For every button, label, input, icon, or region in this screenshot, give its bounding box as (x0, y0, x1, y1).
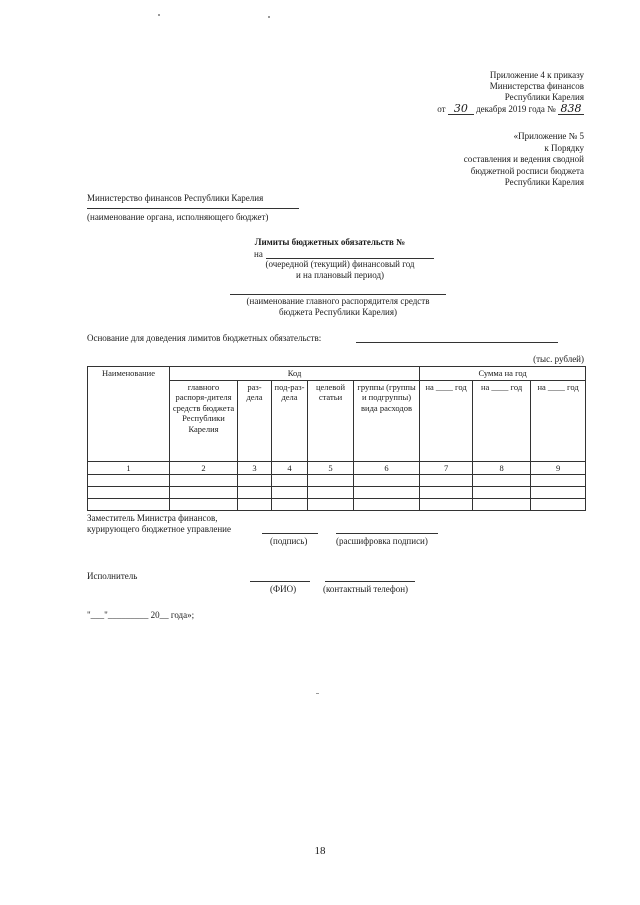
column-number: 5 (308, 461, 354, 475)
deputy-title-line: курирующего бюджетное управление (87, 524, 231, 534)
column-number: 2 (170, 461, 238, 475)
table-cell[interactable] (88, 475, 170, 487)
distributor-caption-line: бюджета Республики Карелия) (278, 307, 398, 317)
column-number: 8 (473, 461, 531, 475)
table-cell[interactable] (170, 475, 238, 487)
year-caption-line: и на плановый период) (295, 270, 385, 280)
signature-decode-line (336, 533, 438, 534)
code-column-header: группы (группы и подгруппы) вида расходов (354, 380, 420, 461)
order-ref-from: от (437, 104, 446, 114)
table-cell[interactable] (531, 499, 586, 511)
limits-table (87, 366, 586, 511)
basis-label: Основание для доведения лимитов бюджетных обязательств: (87, 333, 322, 343)
table-cell[interactable] (308, 499, 354, 511)
deputy-title-line: Заместитель Министра финансов, (87, 513, 218, 523)
column-number: 9 (531, 461, 586, 475)
signature-decode-caption: (расшифровка подписи) (336, 536, 428, 546)
order-ref-line: Республики Карелия (504, 92, 584, 102)
name-header: Наименование (88, 367, 170, 462)
table-cell[interactable] (420, 499, 473, 511)
order-ref-line: Министерства финансов (489, 81, 584, 91)
appendix-reference (464, 131, 584, 189)
signature-line (262, 533, 318, 534)
table-header-row (88, 367, 586, 381)
order-day-handwritten: 30 (448, 103, 474, 115)
document-title: Лимиты бюджетных обязательств № (254, 237, 406, 247)
title-na: на (254, 249, 263, 259)
order-ref-line: Приложение 4 к приказу (489, 70, 584, 80)
table-cell[interactable] (170, 487, 238, 499)
order-reference (437, 70, 584, 115)
table-cell[interactable] (88, 499, 170, 511)
deputy-title (87, 513, 231, 535)
appendix-ref-line: к Порядку (544, 142, 584, 153)
table-cell[interactable] (473, 499, 531, 511)
appendix-ref-line: «Приложение № 5 (513, 131, 584, 141)
code-column-header: раз-дела (238, 380, 272, 461)
table-row (88, 475, 586, 487)
org-name: Министерство финансов Республики Карелия (87, 193, 264, 203)
year-caption (220, 259, 460, 281)
sum-column-header: на ____ год (473, 380, 531, 461)
table-cell[interactable] (308, 475, 354, 487)
sum-column-header: на ____ год (531, 380, 586, 461)
page-number: 18 (314, 845, 326, 857)
column-number: 4 (272, 461, 308, 475)
table-cell[interactable] (354, 487, 420, 499)
table-cell[interactable] (354, 499, 420, 511)
fio-caption: (ФИО) (270, 584, 297, 594)
order-ref-date-line (437, 103, 584, 115)
table-cell[interactable] (473, 487, 531, 499)
executor-label: Исполнитель (87, 571, 138, 581)
appendix-ref-line: составления и ведения сводной (463, 154, 584, 164)
date-line: "___"_________ 20__ года»; (87, 610, 195, 620)
phone-line (325, 581, 415, 582)
order-ref-month-year: декабря 2019 года № (476, 104, 556, 114)
code-column-header: целевой статьи (308, 380, 354, 461)
table-row (88, 487, 586, 499)
table-cell[interactable] (420, 475, 473, 487)
table-cell[interactable] (308, 487, 354, 499)
distributor-caption (210, 296, 466, 318)
table-cell[interactable] (272, 487, 308, 499)
code-column-header: под-раз-дела (272, 380, 308, 461)
table-cell[interactable] (238, 475, 272, 487)
appendix-ref-line: Республики Карелия (504, 177, 584, 187)
table-cell[interactable] (531, 487, 586, 499)
column-number: 3 (238, 461, 272, 475)
column-number: 1 (88, 461, 170, 475)
scan-speck (268, 16, 270, 18)
table-row (88, 499, 586, 511)
scan-speck (158, 14, 160, 16)
units-label: (тыс. рублей) (533, 354, 584, 364)
table-cell[interactable] (272, 475, 308, 487)
distributor-underline (230, 294, 446, 295)
order-number-handwritten: 838 (558, 103, 584, 115)
phone-caption: (контактный телефон) (323, 584, 409, 594)
table-cell[interactable] (170, 499, 238, 511)
year-caption-line: (очередной (текущий) финансовый год (265, 259, 415, 269)
appendix-ref-line: бюджетной росписи бюджета (470, 165, 584, 176)
column-number: 6 (354, 461, 420, 475)
column-number-row (88, 461, 586, 475)
sum-header: Сумма на год (420, 367, 586, 381)
distributor-caption-line: (наименование главного распорядителя средств (246, 296, 430, 306)
signature-caption: (подпись) (270, 536, 308, 546)
table-cell[interactable] (531, 475, 586, 487)
code-header: Код (170, 367, 420, 381)
table-cell[interactable] (473, 475, 531, 487)
sum-column-header: на ____ год (420, 380, 473, 461)
code-column-header: главного распоря-дителя средств бюджета Республики Карелия (170, 380, 238, 461)
table-cell[interactable] (354, 475, 420, 487)
basis-underline (356, 342, 558, 343)
org-caption: (наименование органа, исполняющего бюджет) (87, 212, 269, 222)
table-cell[interactable] (88, 487, 170, 499)
fio-line (250, 581, 310, 582)
scan-speck (316, 693, 319, 694)
table-cell[interactable] (238, 499, 272, 511)
table-cell[interactable] (272, 499, 308, 511)
column-number: 7 (420, 461, 473, 475)
table-cell[interactable] (238, 487, 272, 499)
org-underline (87, 208, 299, 209)
table-cell[interactable] (420, 487, 473, 499)
